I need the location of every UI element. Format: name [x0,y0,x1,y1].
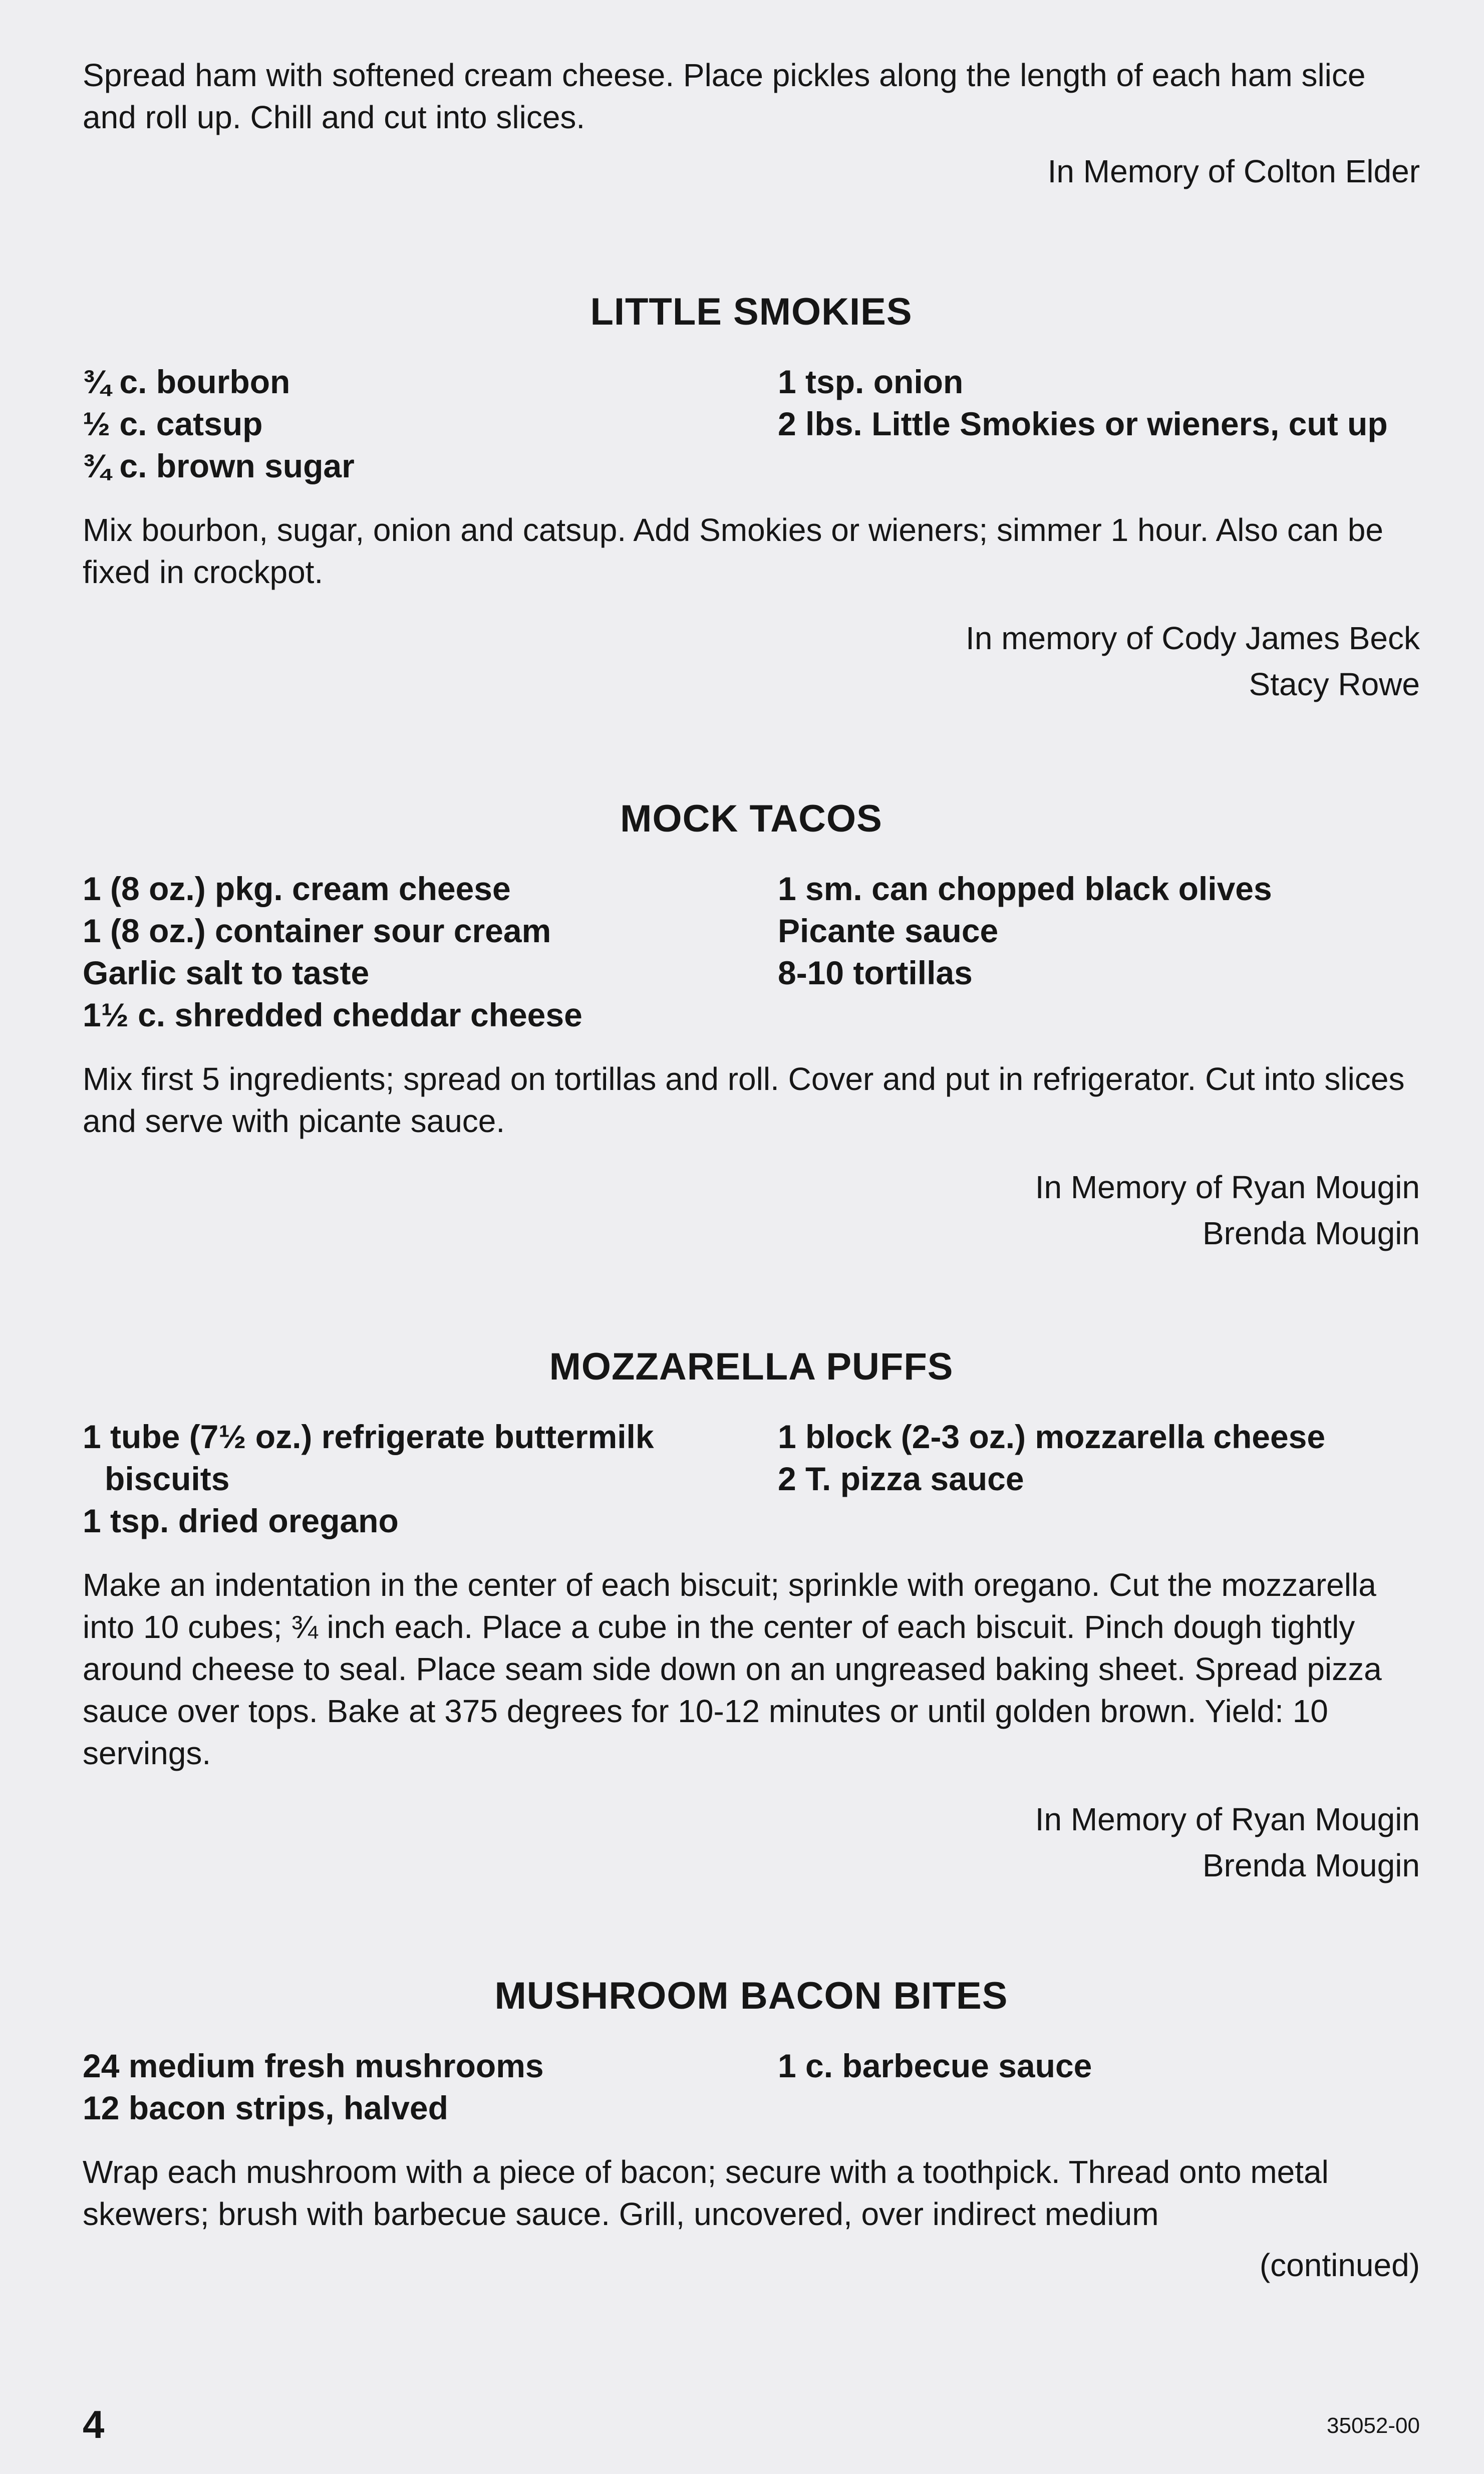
ingredient-column-right [778,868,1420,1036]
page-content [83,54,1420,2288]
recipe-credits [83,1164,1420,1256]
recipe-instructions: Wrap each mushroom with a piece of bacon; secure with a toothpick. Thread onto metal skewers; brush with barbecue sauce. Grill, uncovered, over indirect medium [83,2154,1329,2232]
ingredient: 1 block (2-3 oz.) mozzarella cheese [778,1418,1326,1455]
recipe-instructions: Make an indentation in the center of each biscuit; sprinkle with oregano. Cut the mozzarella into 10 cubes; ¾ inch each. Place a cube in the center of each biscuit. Pinch dough tightly around cheese to seal. Place seam side down on an ungreased baking sheet. Spread pizza sauce over tops. Bake at 375 degrees for 10-12 minutes or until golden brown. Yield: 10 servings. [83,1567,1382,1771]
ingredient: 1 sm. can chopped black olives [778,870,1272,907]
contributor-name: Brenda Mougin [1202,1847,1420,1883]
recipe-little-smokies [83,290,1420,707]
ingredient: 1 tsp. dried oregano [83,1502,399,1539]
ingredient-list [83,361,1420,487]
ingredient: 1 tsp. onion [778,363,964,400]
ingredient: ¾ c. brown sugar [83,447,355,484]
page-number: 4 [83,2402,105,2446]
ingredient: 1 (8 oz.) container sour cream [83,912,551,949]
ingredient-column-left [83,361,778,487]
recipe-title: MUSHROOM BACON BITES [494,1975,1008,2017]
ingredient: Garlic salt to taste [83,954,370,991]
recipe-instructions: Mix first 5 ingredients; spread on tortillas and roll. Cover and put in refrigerator. Cut into slices and serve with picante sauce. [83,1061,1405,1139]
ingredient-column-right [778,361,1420,487]
ingredient-column-right [778,2045,1420,2129]
ingredient: 1½ c. shredded cheddar cheese [83,996,582,1033]
ingredient: 1 c. barbecue sauce [778,2047,1092,2084]
recipe-instructions: Mix bourbon, sugar, onion and catsup. Add Smokies or wieners; simmer 1 hour. Also can be fixed in crockpot. [83,512,1383,590]
ingredient: 2 T. pizza sauce [778,1460,1024,1497]
recipe-credits [83,2242,1420,2288]
ingredient: 12 bacon strips, halved [83,2089,448,2126]
ingredient: 8-10 tortillas [778,954,973,991]
ingredient: 2 lbs. Little Smokies or wieners, cut up [778,405,1388,442]
ingredient: 1 tube (7½ oz.) refrigerate buttermilk biscuits [83,1418,654,1497]
recipe-mozzarella-puffs [83,1344,1420,1888]
ingredient: ½ c. catsup [83,405,263,442]
ingredient: 1 (8 oz.) pkg. cream cheese [83,870,511,907]
continued-note: (continued) [1259,2247,1420,2283]
recipe-credits [83,615,1420,707]
ingredient-column-right [778,1416,1420,1542]
ingredient-list [83,868,1420,1036]
publication-code: 35052-00 [1327,2413,1420,2438]
intro-memorial [83,148,1420,194]
memorial-line: In Memory of Colton Elder [1047,153,1420,189]
recipe-title: LITTLE SMOKIES [590,291,913,333]
recipe-credits [83,1796,1420,1888]
recipe-mushroom-bacon-bites [83,1974,1420,2288]
ingredient-column-left [83,868,778,1036]
intro-text: Spread ham with softened cream cheese. Place pickles along the length of each ham slice and roll up. Chill and cut into slices. [83,57,1366,135]
ingredient: Picante sauce [778,912,999,949]
memorial-line: In Memory of Ryan Mougin [1035,1169,1420,1205]
ingredient: 24 medium fresh mushrooms [83,2047,544,2084]
ingredient: ¾ c. bourbon [83,363,290,400]
recipe-mock-tacos [83,796,1420,1256]
recipe-title: MOCK TACOS [620,797,882,840]
ingredient-list [83,1416,1420,1542]
ingredient-list [83,2045,1420,2129]
recipe-title: MOZZARELLA PUFFS [549,1345,954,1388]
ingredient-column-left [83,1416,778,1542]
contributor-name: Stacy Rowe [1249,666,1420,702]
memorial-line: In memory of Cody James Beck [966,620,1420,656]
contributor-name: Brenda Mougin [1202,1215,1420,1251]
ingredient-column-left [83,2045,778,2129]
memorial-line: In Memory of Ryan Mougin [1035,1801,1420,1837]
